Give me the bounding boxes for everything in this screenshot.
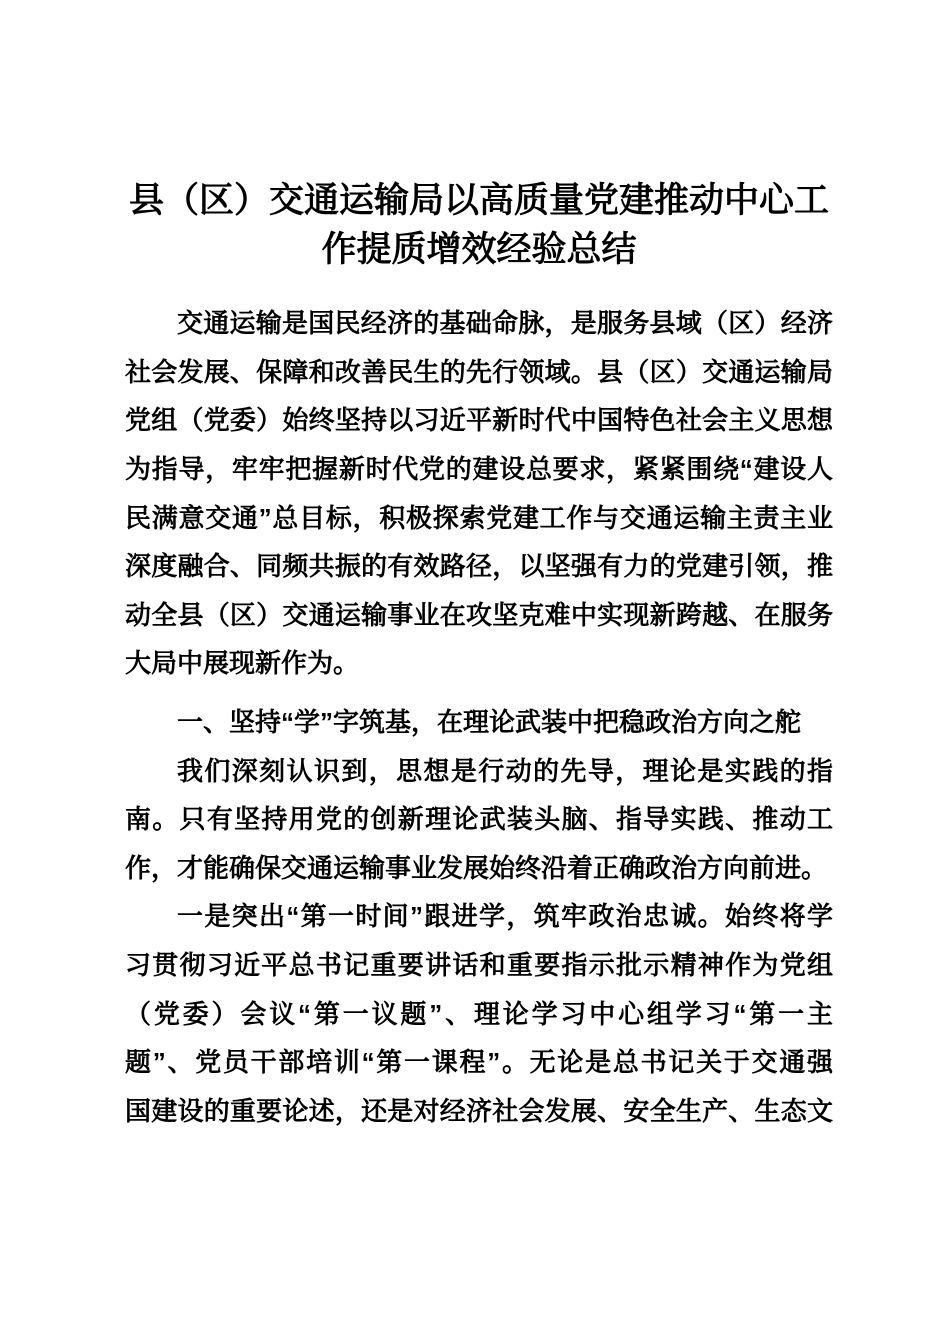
document-content bbox=[125, 175, 833, 1135]
text-line: 国建设的重要论述，还是对经济社会发展、安全生产、生态文 bbox=[125, 1095, 833, 1126]
text-line: 一是突出“第一时间”跟进学，筑牢政治忠诚。始终将学 bbox=[177, 901, 833, 932]
paragraph bbox=[125, 892, 833, 1135]
text-line: 深度融合、同频共振的有效路径，以坚强有力的党建引领，推 bbox=[125, 551, 833, 582]
text-line: 为指导，牢牢把握新时代党的建设总要求，紧紧围绕“建设人 bbox=[125, 453, 833, 484]
document-title bbox=[125, 175, 833, 272]
text-line: 题”、党员干部培训“第一课程”。无论是总书记关于交通强 bbox=[125, 1047, 833, 1078]
text-line: 动全县（区）交通运输事业在攻坚克难中实现新跨越、在服务 bbox=[125, 599, 833, 630]
text-line: 党组（党委）始终坚持以习近平新时代中国特色社会主义思想 bbox=[125, 405, 833, 436]
text-line: 作，才能确保交通运输事业发展始终沿着正确政治方向前进。 bbox=[125, 852, 828, 883]
section-heading bbox=[125, 698, 833, 747]
paragraph bbox=[125, 299, 833, 688]
text-line: 我们深刻认识到，思想是行动的先导，理论是实践的指 bbox=[177, 755, 833, 786]
text-line: 大局中展现新作为。 bbox=[125, 648, 360, 679]
paragraph bbox=[125, 747, 833, 893]
text-line: 民满意交通”总目标，积极探索党建工作与交通运输主责主业 bbox=[125, 502, 833, 533]
title-line: 县（区）交通运输局以高质量党建推动中心工 bbox=[128, 181, 829, 220]
text-line: 习贯彻习近平总书记重要讲话和重要指示批示精神作为党组 bbox=[125, 949, 833, 980]
text-line: 交通运输是国民经济的基础命脉，是服务县域（区）经济 bbox=[177, 308, 833, 339]
text-line: 一、坚持“学”字筑基，在理论武装中把稳政治方向之舵 bbox=[177, 706, 802, 737]
title-line: 作提质增效经验总结 bbox=[321, 229, 637, 269]
text-line: 社会发展、保障和改善民生的先行领域。县（区）交通运输局 bbox=[125, 356, 833, 387]
text-line: （党委）会议“第一议题”、理论学习中心组学习“第一主 bbox=[125, 998, 833, 1029]
text-line: 南。只有坚持用党的创新理论武装头脑、指导实践、推动工 bbox=[125, 804, 833, 835]
